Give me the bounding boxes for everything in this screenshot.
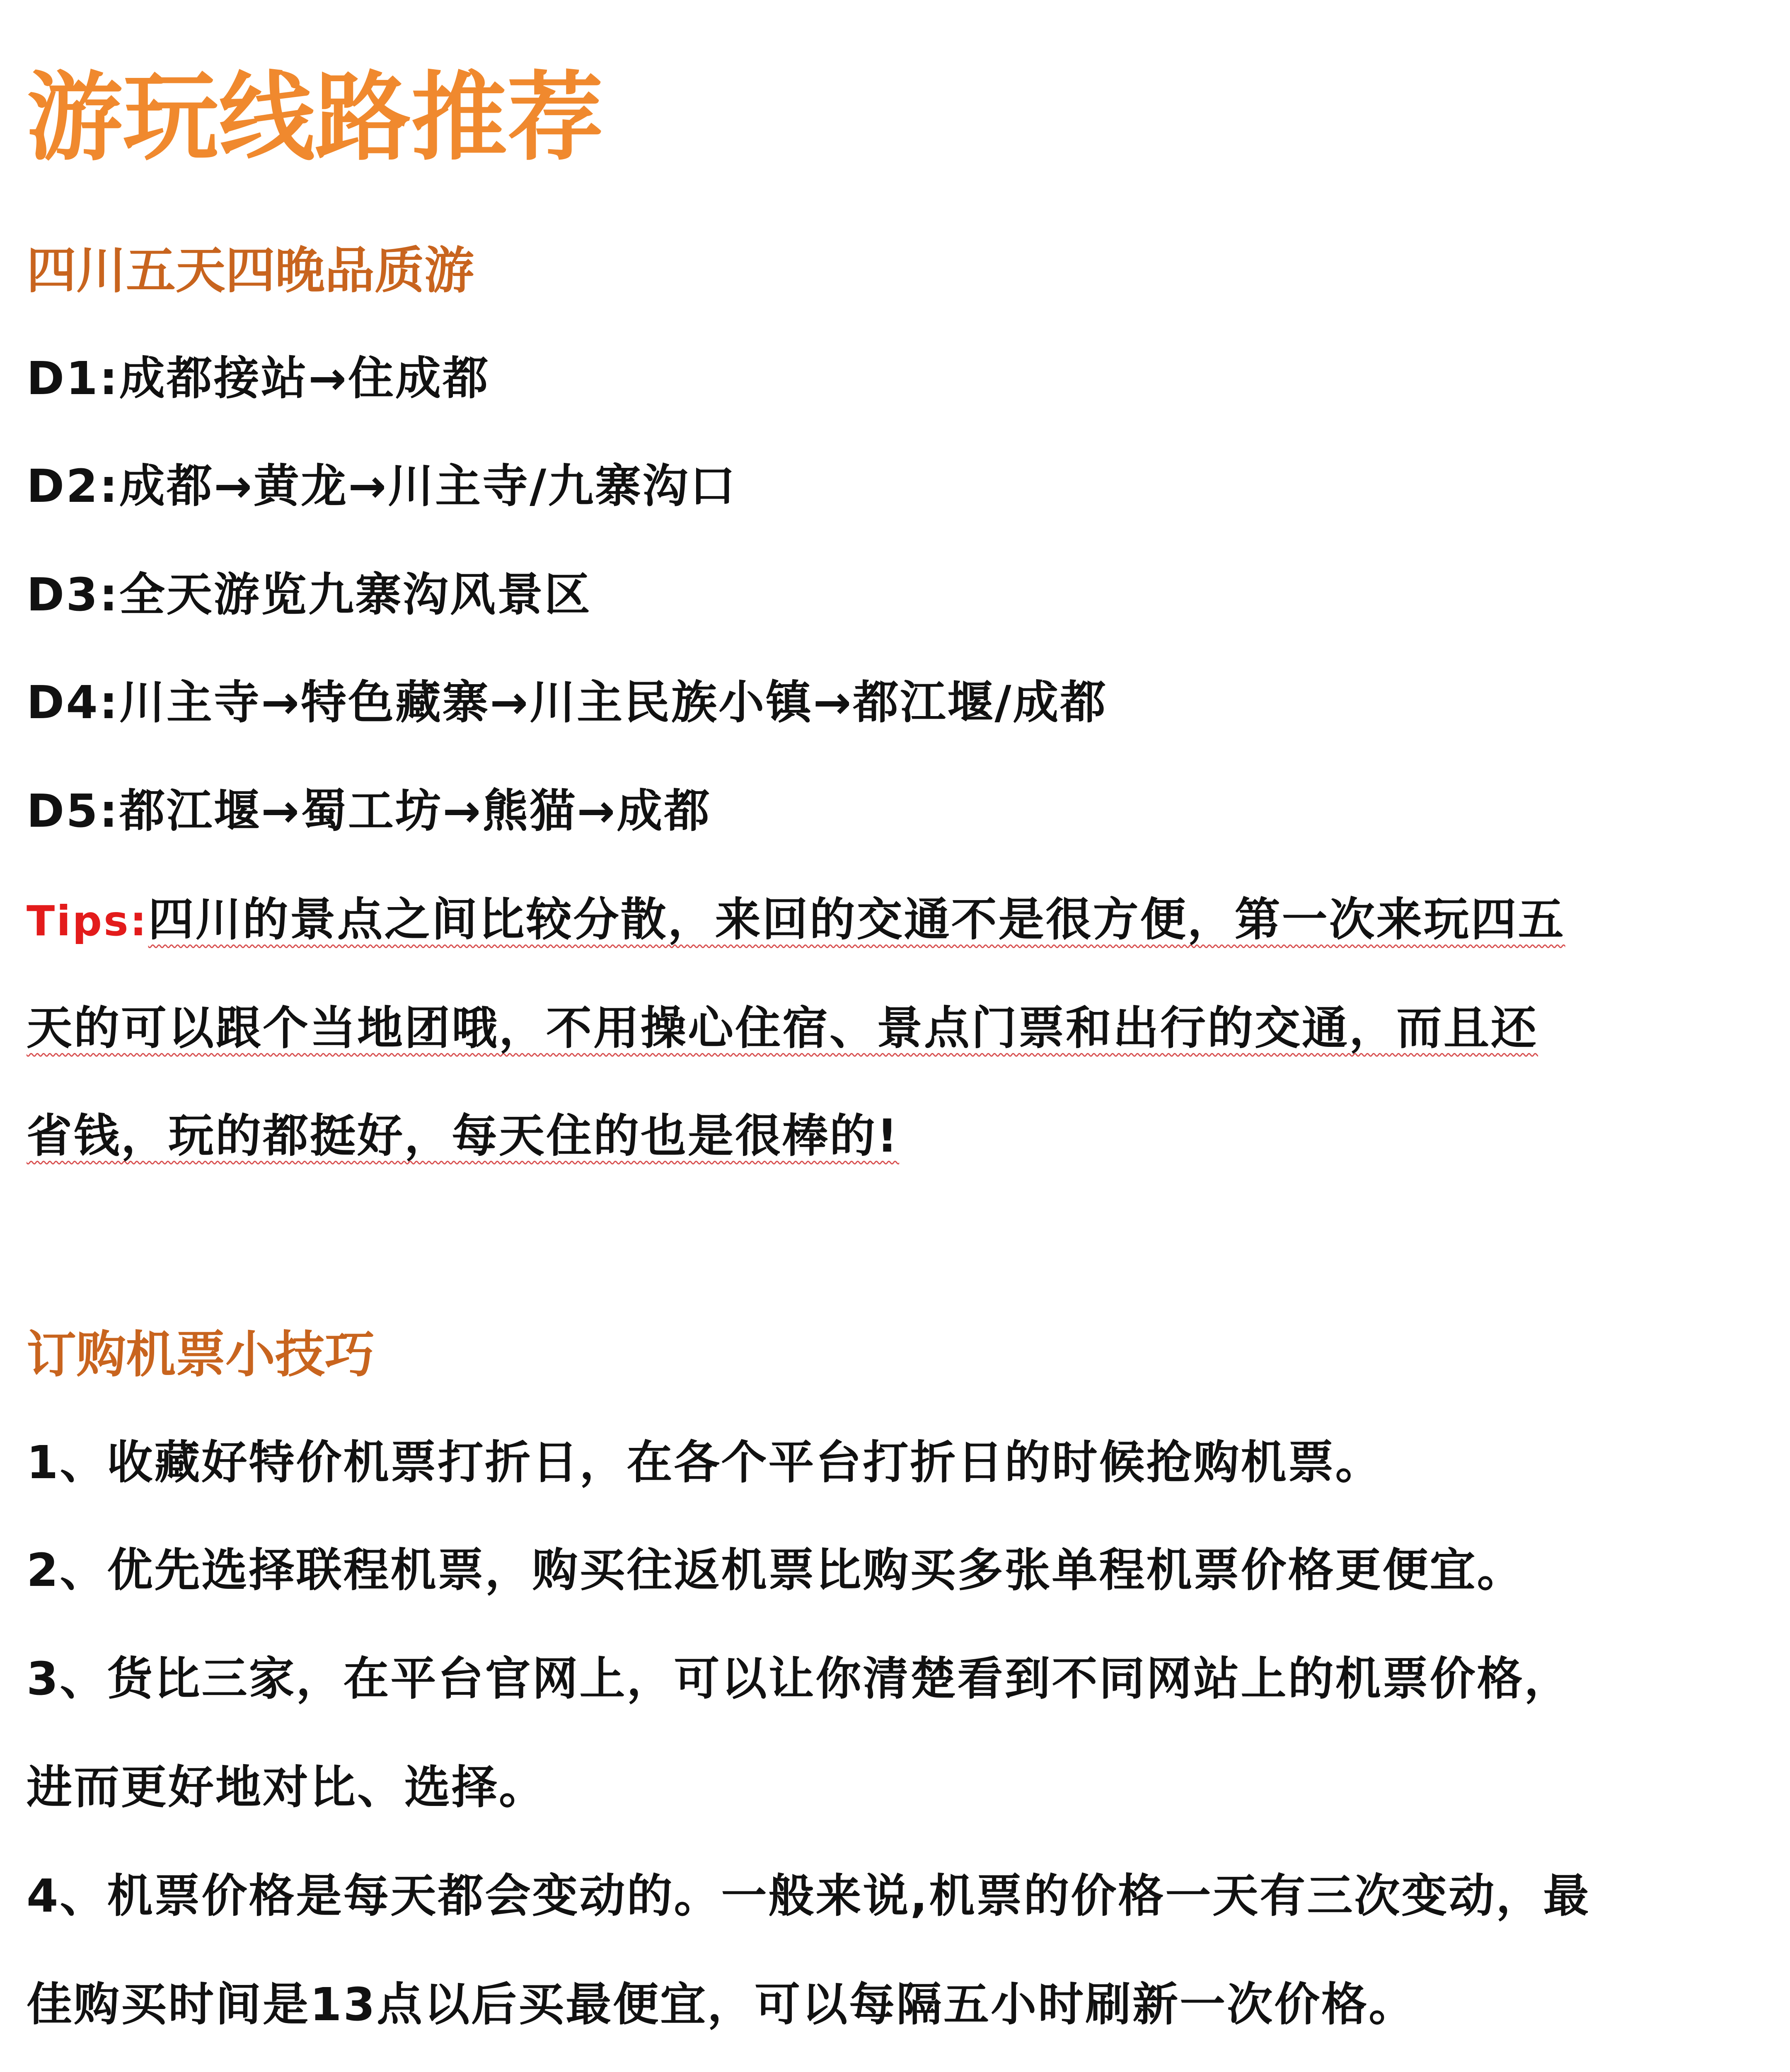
itinerary-day-2: D2:成都→黄龙→川主寺/九寨沟口 bbox=[27, 460, 737, 513]
ticket-tip-line: 3、货比三家，在平台官网上，可以让你清楚看到不同网站上的机票价格， bbox=[27, 1652, 1572, 1705]
itinerary-day-3: D3:全天游览九寨沟风景区 bbox=[27, 568, 592, 621]
tips-text: 省钱，玩的都挺好，每天住的也是很棒的! bbox=[27, 1109, 900, 1162]
tips-line-2 bbox=[27, 1002, 1538, 1055]
tips-label: Tips: bbox=[27, 897, 148, 945]
ticket-tip-line: 进而更好地对比、选择。 bbox=[27, 1761, 546, 1814]
itinerary-day-1: D1:成都接站→住成都 bbox=[27, 352, 490, 405]
ticket-tips-heading: 订购机票小技巧 bbox=[27, 1326, 375, 1384]
tips-line-1 bbox=[27, 893, 1565, 946]
tips-line-3 bbox=[27, 1109, 900, 1162]
itinerary-heading: 四川五天四晚品质游 bbox=[27, 242, 474, 300]
tips-text: 天的可以跟个当地团哦，不用操心住宿、景点门票和出行的交通，而且还 bbox=[27, 1002, 1538, 1055]
ticket-tip-line: 4、机票价格是每天都会变动的。一般来说,机票的价格一天有三次变动，最 bbox=[27, 1869, 1591, 1922]
ticket-tip-line: 1、收藏好特价机票打折日，在各个平台打折日的时候抢购机票。 bbox=[27, 1436, 1383, 1489]
ticket-tip-line: 佳购买时间是13点以后买最便宜，可以每隔五小时刷新一次价格。 bbox=[27, 1978, 1416, 2031]
tips-text: 四川的景点之间比较分散，来回的交通不是很方便，第一次来玩四五 bbox=[148, 893, 1565, 946]
itinerary-day-5: D5:都江堰→蜀工坊→熊猫→成都 bbox=[27, 784, 711, 838]
itinerary-day-4: D4:川主寺→特色藏寨→川主民族小镇→都江堰/成都 bbox=[27, 676, 1108, 729]
page-title: 游玩线路推荐 bbox=[27, 62, 604, 174]
ticket-tip-line: 2、优先选择联程机票，购买往返机票比购买多张单程机票价格更便宜。 bbox=[27, 1544, 1524, 1597]
